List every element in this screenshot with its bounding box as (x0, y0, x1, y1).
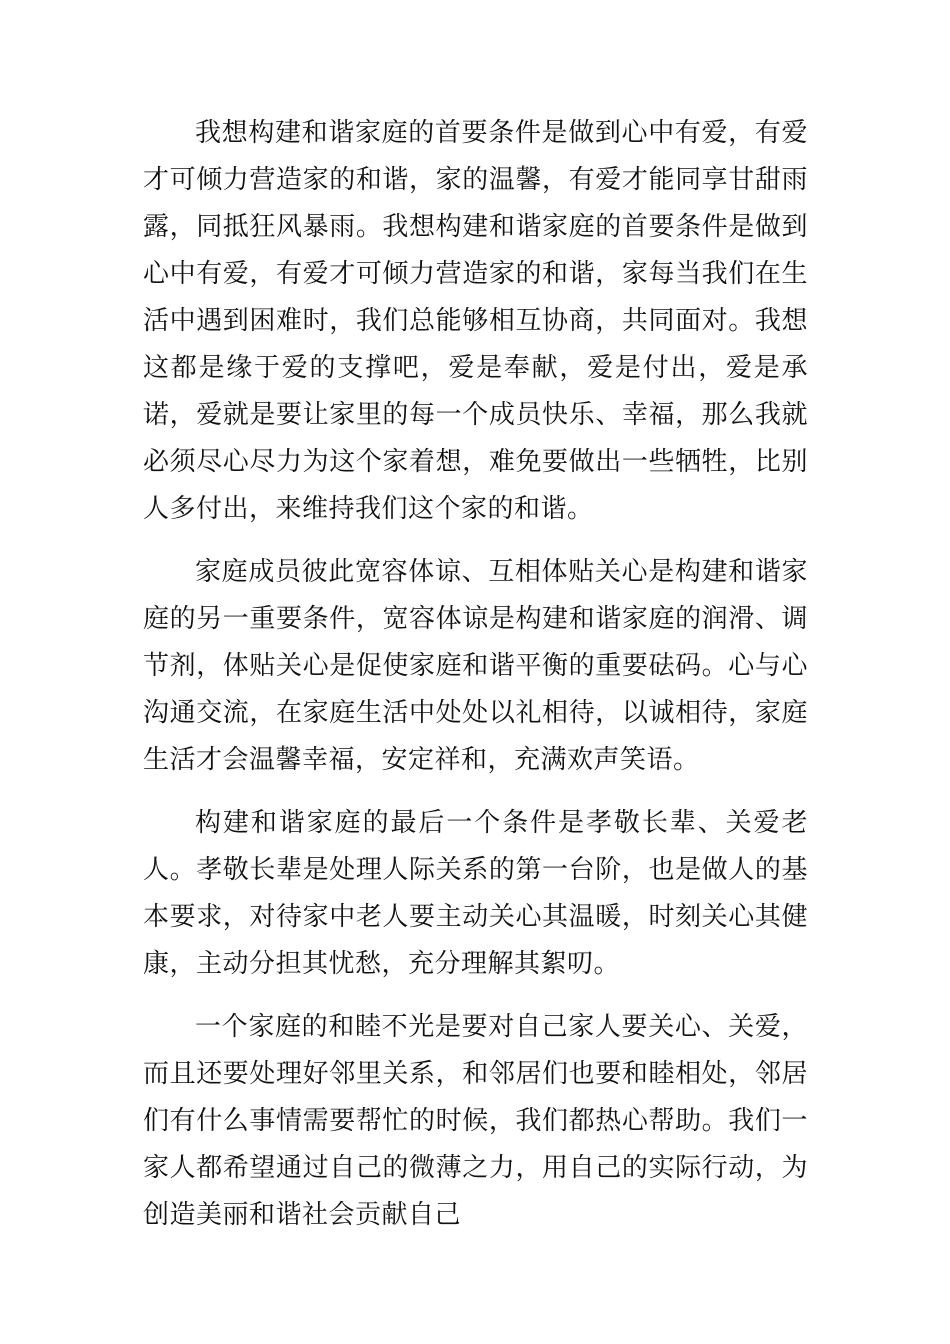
paragraph-1: 我想构建和谐家庭的首要条件是做到心中有爱，有爱才可倾力营造家的和谐，家的温馨，有爱才能同享甘甜雨露，同抵狂风暴雨。我想构建和谐家庭的首要条件是做到心中有爱，有爱才可倾力营造家的和谐，家每当我们在生活中遇到困难时，我们总能够相互协商，共同面对。我想这都是缘于爱的支撑吧，爱是奉献，爱是付出，爱是承诺，爱就是要让家里的每一个成员快乐、幸福，那么我就必须尽心尽力为这个家着想，难免要做出一些牺牲，比别人多付出，来维持我们这个家的和谐。 (143, 118, 808, 524)
paragraph-4: 一个家庭的和睦不光是要对自己家人要关心、关爱，而且还要处理好邻里关系，和邻居们也要和睦相处，邻居们有什么事情需要帮忙的时候，我们都热心帮助。我们一家人都希望通过自己的微薄之力，用自己的实际行动，为创造美丽和谐社会贡献自己 (143, 1012, 808, 1230)
paragraph-2: 家庭成员彼此宽容体谅、互相体贴关心是构建和谐家庭的另一重要条件，宽容体谅是构建和谐家庭的润滑、调节剂，体贴关心是促使家庭和谐平衡的重要砝码。心与心沟通交流，在家庭生活中处处以礼相待，以诚相待，家庭生活才会温馨幸福，安定祥和，充满欢声笑语。 (143, 557, 808, 775)
document-body (143, 110, 808, 1239)
paragraph-3: 构建和谐家庭的最后一个条件是孝敬长辈、关爱老人。孝敬长辈是处理人际关系的第一台阶，也是做人的基本要求，对待家中老人要主动关心其温暖，时刻关心其健康，主动分担其忧愁，充分理解其絮叨。 (143, 808, 808, 979)
